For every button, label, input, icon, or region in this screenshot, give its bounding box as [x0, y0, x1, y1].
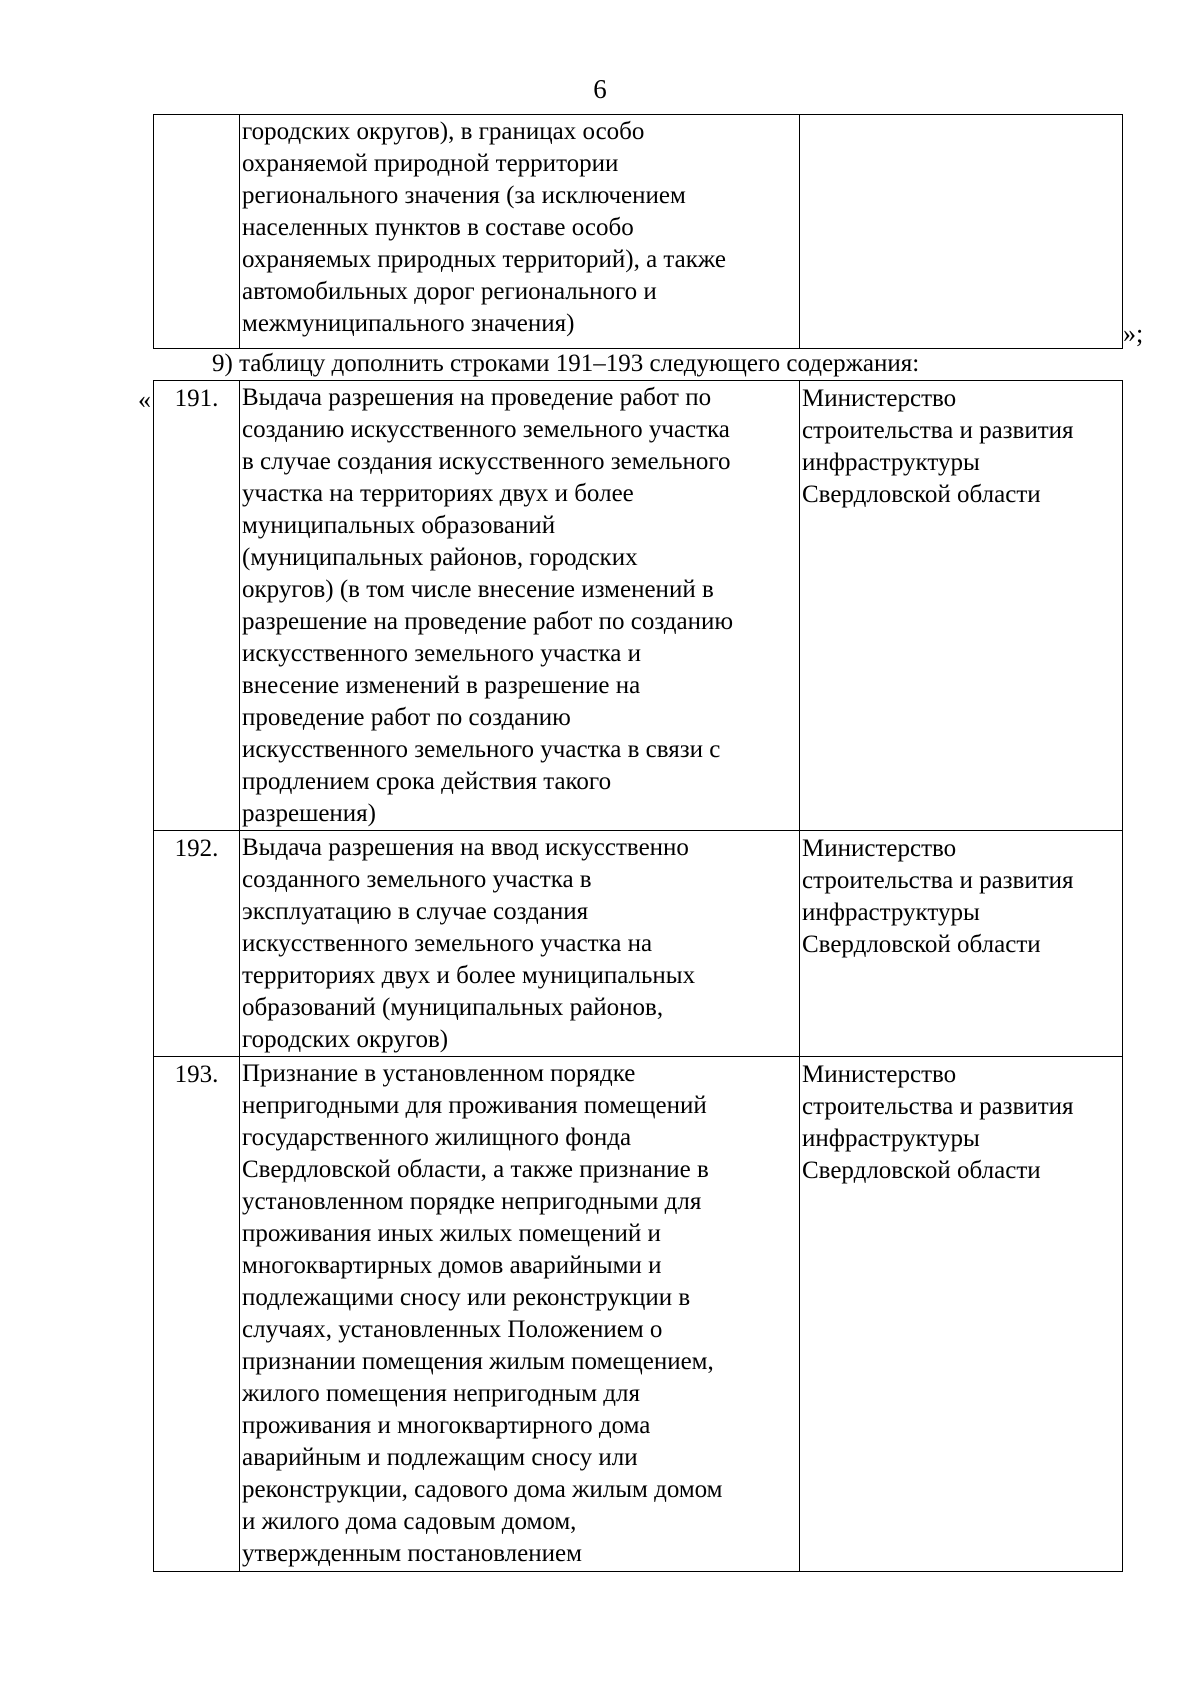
description-line: охраняемой природной территории [242, 150, 619, 177]
description-line: признании помещения жилым помещением, [242, 1348, 714, 1375]
authority-line: инфраструктуры [802, 449, 980, 476]
row-number-cell: 191. [154, 381, 240, 831]
description-line: округов) (в том числе внесение изменений в [242, 576, 714, 603]
description-line: (муниципальных районов, городских [242, 544, 638, 571]
description-line: городских округов) [242, 1026, 449, 1053]
description-line: проживания иных жилых помещений и [242, 1220, 661, 1247]
description-line: проведение работ по созданию [242, 704, 571, 731]
authority-line: Свердловской области [802, 931, 1041, 958]
description-line: аварийным и подлежащим сносу или [242, 1444, 638, 1471]
row-number-cell: 193. [154, 1057, 240, 1572]
description-line: реконструкции, садового дома жилым домом [242, 1476, 723, 1503]
table-row [154, 831, 1123, 1057]
authority-line: Министерство [802, 385, 957, 412]
authority-line: строительства и развития [802, 417, 1074, 444]
table-row [154, 381, 1123, 831]
description-line: установленном порядке непригодными для [242, 1188, 702, 1215]
description-line: разрешение на проведение работ по созданию [242, 608, 734, 635]
description-line: внесение изменений в разрешение на [242, 672, 641, 699]
instruction-text: 9) таблицу дополнить строками 191–193 следующего содержания: [212, 350, 920, 377]
description-line: подлежащими сносу или реконструкции в [242, 1284, 691, 1311]
authority-line: Свердловской области [802, 481, 1041, 508]
description-line: муниципальных образований [242, 512, 556, 539]
authority-line: строительства и развития [802, 1093, 1074, 1120]
row-number-cell [154, 115, 240, 349]
authority-line: Министерство [802, 1061, 957, 1088]
description-line: Выдача разрешения на ввод искусственно [242, 834, 689, 861]
description-line: в случае создания искусственного земельного [242, 448, 731, 475]
description-line: участка на территориях двух и более [242, 480, 634, 507]
description-line: искусственного земельного участка и [242, 640, 641, 667]
description-line: Свердловской области, а также признание в [242, 1156, 709, 1183]
service-description-cell [240, 381, 800, 831]
description-line: Выдача разрешения на проведение работ по [242, 384, 712, 411]
description-line: образований (муниципальных районов, [242, 994, 664, 1021]
table-row [154, 115, 1123, 349]
description-line: разрешения) [242, 800, 376, 827]
row-number-cell: 192. [154, 831, 240, 1057]
authority-cell [800, 831, 1123, 1057]
description-line: межмуниципального значения) [242, 310, 575, 337]
description-line: многоквартирных домов аварийными и [242, 1252, 662, 1279]
description-line: непригодными для проживания помещений [242, 1092, 707, 1119]
description-line: охраняемых природных территорий), а также [242, 246, 726, 273]
description-line: искусственного земельного участка на [242, 930, 653, 957]
authority-cell [800, 381, 1123, 831]
closing-quote: »; [1123, 319, 1144, 348]
description-line: искусственного земельного участка в связи с [242, 736, 721, 763]
description-line: территориях двух и более муниципальных [242, 962, 696, 989]
authority-line: инфраструктуры [802, 899, 980, 926]
description-line: продлением срока действия такого [242, 768, 612, 795]
service-description-cell [240, 115, 800, 349]
description-line: населенных пунктов в составе особо [242, 214, 634, 241]
services-table [153, 380, 1123, 1572]
description-line: созданию искусственного земельного участка [242, 416, 730, 443]
authority-line: строительства и развития [802, 867, 1074, 894]
opening-quote: « [138, 385, 151, 414]
service-description-cell [240, 1057, 800, 1572]
description-line: автомобильных дорог регионального и [242, 278, 657, 305]
description-line: проживания и многоквартирного дома [242, 1412, 651, 1439]
description-line: Признание в установленном порядке [242, 1060, 636, 1087]
description-line: и жилого дома садовым домом, [242, 1508, 577, 1535]
authority-line: инфраструктуры [802, 1125, 980, 1152]
table-row [154, 1057, 1123, 1572]
continued-table [153, 114, 1123, 349]
description-line: жилого помещения непригодным для [242, 1380, 640, 1407]
description-line: регионального значения (за исключением [242, 182, 686, 209]
description-line: утвержденным постановлением [242, 1540, 582, 1567]
description-line: государственного жилищного фонда [242, 1124, 632, 1151]
description-line: городских округов), в границах особо [242, 118, 645, 145]
description-line: эксплуатацию в случае создания [242, 898, 589, 925]
authority-line: Министерство [802, 835, 957, 862]
authority-cell [800, 1057, 1123, 1572]
description-line: созданного земельного участка в [242, 866, 592, 893]
description-line: случаях, установленных Положением о [242, 1316, 663, 1343]
service-description-cell [240, 831, 800, 1057]
page-number: 6 [593, 74, 607, 104]
authority-line: Свердловской области [802, 1157, 1041, 1184]
authority-cell [800, 115, 1123, 349]
